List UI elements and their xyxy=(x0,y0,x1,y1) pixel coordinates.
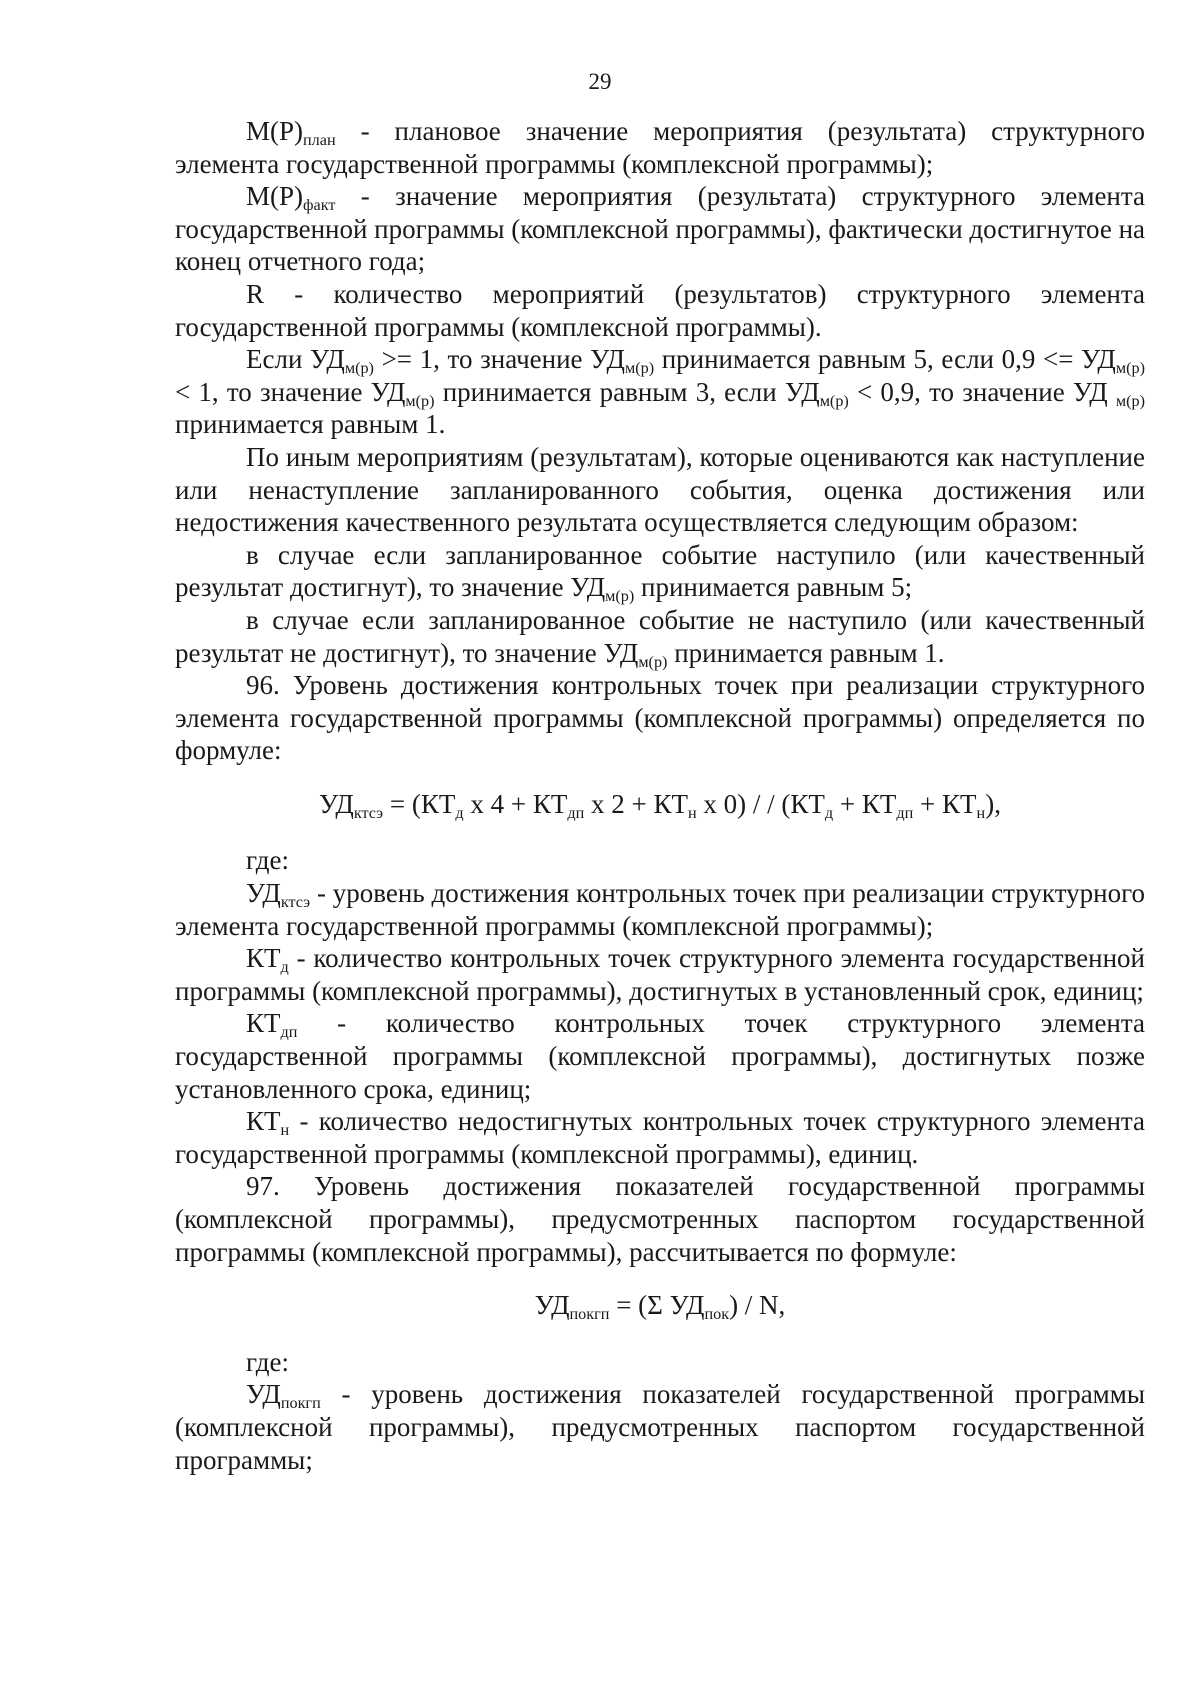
paragraph-ud-rules xyxy=(175,343,1145,441)
text-run: УД xyxy=(319,788,354,819)
text-run: R - количество мероприятий (результатов) структурного элемента государственной программы (комплексной программы). xyxy=(175,278,1145,342)
subscript: м(р) xyxy=(624,359,655,378)
text-run: принимается равным 5; xyxy=(634,572,913,603)
text-run: УД xyxy=(534,1290,570,1321)
subscript: м(р) xyxy=(1115,359,1145,378)
text-run: принимается равным 1. xyxy=(667,637,945,668)
formula-ud-pokgp xyxy=(175,1268,1145,1346)
page-number: 29 xyxy=(588,69,612,94)
subscript: м(р) xyxy=(1115,391,1145,410)
text-run: х 0) / / (КТ xyxy=(696,788,825,819)
paragraph-97 xyxy=(175,1170,1145,1268)
paragraph-def-kt-dp xyxy=(175,1007,1145,1105)
text-run: принимается равным 5, если 0,9 <= УД xyxy=(654,344,1116,375)
text-run: - количество недостигнутых контрольных точек структурного элемента государственной программы (комплексной программы), единиц. xyxy=(175,1106,1145,1169)
where-label: где: xyxy=(246,1346,289,1377)
subscript: факт xyxy=(303,196,336,215)
subscript: покгп xyxy=(569,1305,610,1324)
text-run: - значение мероприятия (результата) структурного элемента государственной программы (комплексной программы), фактически достигнутое на конец отчетного года; xyxy=(175,181,1145,277)
paragraph-def-kt-n xyxy=(175,1105,1145,1170)
text-run: 96. Уровень достижения контрольных точек при реализации структурного элемента государственной программы (комплексной программы) определяется по формуле: xyxy=(175,670,1145,766)
subscript: м(р) xyxy=(638,652,668,671)
subscript: пок xyxy=(704,1305,730,1324)
text-run: - уровень достижения показателей государственной программы (комплексной программы), предусмотренных паспортом государственной программы; xyxy=(175,1379,1145,1475)
text-run: = (Σ УД xyxy=(609,1290,705,1321)
text-run: - плановое значение мероприятия (результата) структурного элемента государственной программы (комплексной программы); xyxy=(175,116,1145,179)
paragraph-m-plan xyxy=(175,115,1145,180)
text-run: 97. Уровень достижения показателей государственной программы (комплексной программы), предусмотренных паспортом государственной программы (комплексной программы), рассчитывается по формуле: xyxy=(175,1171,1145,1267)
subscript: ктсэ xyxy=(353,803,384,822)
text-run: = (КТ xyxy=(383,788,456,819)
text-run: ), xyxy=(985,788,1001,819)
text-run: М(Р) xyxy=(246,116,304,146)
text-run: М(Р) xyxy=(246,181,304,212)
text-run: - уровень достижения контрольных точек при реализации структурного элемента государственной программы (комплексной программы); xyxy=(175,878,1145,941)
paragraph-m-fakt xyxy=(175,180,1145,278)
text-run: < 0,9, то значение УД xyxy=(848,376,1116,407)
text-run: КТ xyxy=(246,1106,281,1137)
text-run: КТ xyxy=(246,943,281,974)
text-run: - количество контрольных точек структурного элемента государственной программы (комплексной программы), достигнутых в установленный срок, единиц; xyxy=(175,943,1145,1006)
text-run: х 4 + КТ xyxy=(463,788,568,819)
subscript: дп xyxy=(280,1023,298,1042)
document-body xyxy=(175,115,1145,1476)
text-run: >= 1, то значение УД xyxy=(373,344,625,375)
text-run: принимается равным 1. xyxy=(175,409,446,440)
text-run: в случае если запланированное событие наступило (или качественный результат достигнут), то значение УД xyxy=(175,539,1145,603)
text-run: принимается равным 3, если УД xyxy=(434,376,820,407)
subscript: дп xyxy=(896,803,914,822)
subscript: н xyxy=(687,803,697,822)
text-run: + КТ xyxy=(833,788,897,819)
formula-ud-ktse xyxy=(175,767,1145,845)
text-run: УД xyxy=(246,878,281,909)
subscript: покгп xyxy=(280,1394,321,1413)
text-run: в случае если запланированное событие не наступило (или качественный результат не достигнут), то значение УД xyxy=(175,604,1145,668)
paragraph-def-kt-d xyxy=(175,942,1145,1007)
subscript: дп xyxy=(567,803,585,822)
text-run: По иным мероприятиям (результатам), которые оцениваются как наступление или ненаступление запланированного события, оценка достижения или недостижения качественного результата осуществляется следующим образом: xyxy=(175,441,1145,538)
text-run: х 2 + КТ xyxy=(584,788,688,819)
subscript: д xyxy=(280,958,289,977)
paragraph-def-ud-pokgp xyxy=(175,1378,1145,1476)
subscript: н xyxy=(280,1121,290,1140)
paragraph-other-measures xyxy=(175,441,1145,539)
text-run: ) / N, xyxy=(729,1290,786,1321)
text-run: КТ xyxy=(246,1008,281,1039)
text-run: Если УД xyxy=(246,344,345,375)
text-run: УД xyxy=(246,1379,281,1410)
subscript: м(р) xyxy=(344,359,374,378)
paragraph-r-count xyxy=(175,278,1145,343)
subscript: м(р) xyxy=(605,587,635,606)
paragraph-def-ud-ktse xyxy=(175,877,1145,942)
paragraph-96 xyxy=(175,669,1145,767)
text-run: + КТ xyxy=(913,788,977,819)
subscript: план xyxy=(303,130,336,149)
text-run: < 1, то значение УД xyxy=(175,376,406,407)
paragraph-event-occurred xyxy=(175,539,1145,604)
subscript: д xyxy=(824,803,834,822)
paragraph-event-not-occurred xyxy=(175,604,1145,669)
subscript: м(р) xyxy=(405,391,435,410)
where-label: где: xyxy=(246,845,289,876)
subscript: д xyxy=(455,803,464,822)
text-run: - количество контрольных точек структурного элемента государственной программы (комплексной программы), достигнутых позже установленного срока, единиц; xyxy=(175,1008,1145,1104)
subscript: н xyxy=(976,803,986,822)
subscript: ктсэ xyxy=(280,892,311,911)
subscript: м(р) xyxy=(819,391,849,410)
